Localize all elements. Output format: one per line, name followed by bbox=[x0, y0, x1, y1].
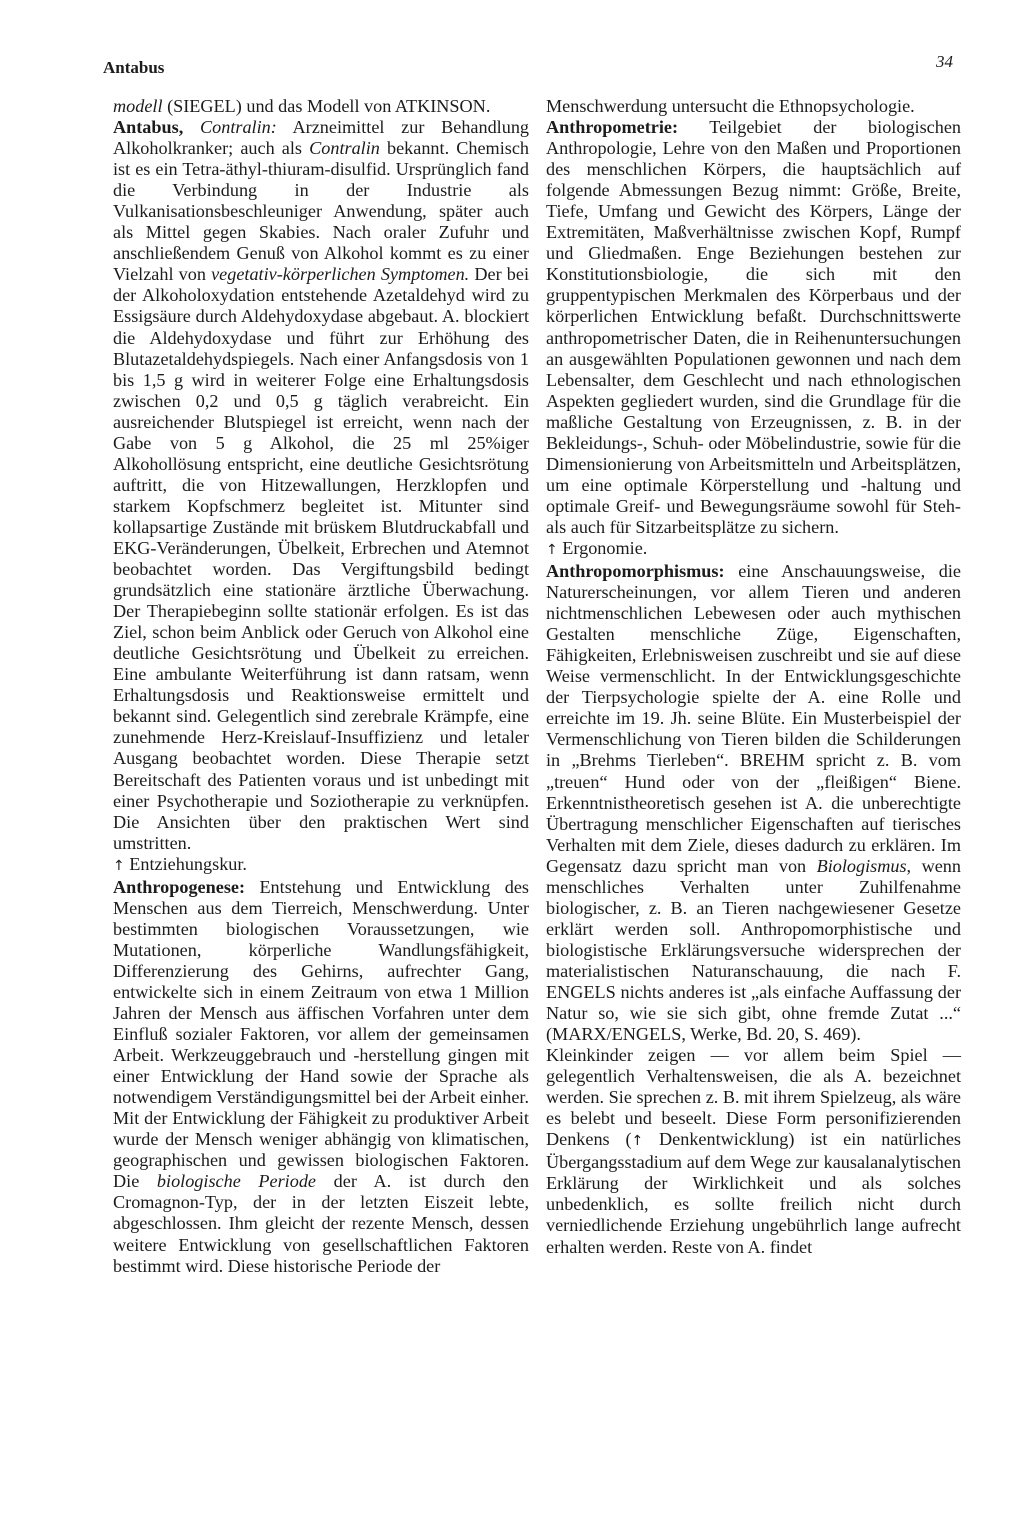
continuation-paragraph bbox=[546, 96, 961, 117]
italic-text: Biologismus, bbox=[816, 855, 912, 876]
running-head: Antabus bbox=[103, 58, 165, 77]
entry-anthropogenese bbox=[113, 877, 529, 1277]
cross-reference bbox=[546, 538, 961, 561]
body-text: Denkentwicklung) ist ein natürliches Übergangsstadium auf dem Wege zur kausalanalytischen Erklärung der Wirklichkeit und als solches unbedenklich, es sollte freilich nicht durch verniedlichende Erziehung ungebührlich lange aufrecht erhalten werden. Reste von A. findet bbox=[546, 1129, 961, 1257]
body-text: (SIEGEL) und das Modell von ATKINSON. bbox=[162, 96, 491, 116]
body-text: Teilgebiet der biologischen Anthropologie, Lehre von den Maßen und Proportionen des menschlichen Körpers, die hauptsächlich auf folgende Abmessungen Bezug nimmt: Größe, Breite, Tiefe, Umfang und Gewicht des Körpers, Länge der Extremitäten, Maßverhältnisse zwischen Kopf, Rumpf und Gliedmaßen. Enge Beziehungen bestehen zur Konstitutionsbiologie, die sich mit den gruppentypischen Merkmalen des Körperbaus und der körperlichen Entwicklung befaßt. Durchschnittswerte anthropometrischer Daten, die in Reihenuntersuchungen an ausgewählten Populationen gewonnen und nach dem Lebensalter, dem Geschlecht und nach ethnologischen Aspekten gegliedert wurden, sind die Grundlage für die maßliche Gestaltung von Erzeugnissen, z. B. in der Bekleidungs-, Schuh- oder Möbelindustrie, sowie für die Dimensionierung von Arbeitsmitteln und Arbeitsplätzen, um eine optimale Körperstellung und -haltung und optimale Greif- und Bewegungsräume sowohl für Steh- als auch für Sitzarbeitsplätze zu sichern. bbox=[546, 117, 961, 537]
right-column bbox=[546, 96, 961, 1258]
arrow-up-icon: ↑ bbox=[113, 857, 125, 874]
paragraph-kleinkinder bbox=[546, 1045, 961, 1257]
body-text: Der bei der Alkoholoxydation entstehende Azetaldehyd wird zu Essigsäure durch Aldehydoxydase abgebaut. A. blockiert die Aldehydoxydase und führt zur Erhöhung des Blutazetaldehydspiegels. Nach einer Anfangsdosis von 1 bis 1,5 g wird in weiterer Folge eine Erhaltungsdosis zwischen 0,2 und 0,5 g täglich verabreicht. Ein ausreichender Blutspiegel ist erreicht, wenn nach der Gabe von 5 g Alkohol, die 25 ml 25%iger Alkohollösung entspricht, eine deutliche Gesichtsrötung auftritt, die von Hitzewallungen, Herzklopfen und starkem Kopfschmerz begleitet ist. Mitunter sind kollapsartige Zustände mit brüskem Blutdruckabfall und EKG-Veränderungen, Übelkeit, Erbrechen und Atemnot beobachtet worden. Das Vergiftungsbild bedingt grundsätzlich eine stationäre ärztliche Überwachung. Der Therapiebeginn sollte stationär erfolgen. Es ist das Ziel, schon beim Anblick oder Geruch von Alkohol eine deutliche Gesichtsrötung und Übelkeit zu erreichen. Eine ambulante Weiterführung ist dann ratsam, wenn Erhaltungsdosis und Reaktionsweise ermittelt und bekannt sind. Gelegentlich sind zerebrale Krämpfe, eine zunehmende Herz-Kreislauf-Insuffizienz und letaler Ausgang beobachtet worden. Diese Therapie setzt Bereitschaft des Patienten voraus und ist unbedingt mit einer Psychotherapie und Soziotherapie zu verknüpfen. Die Ansichten über den praktischen Wert sind umstritten. bbox=[113, 264, 529, 853]
arrow-up-icon: ↑ bbox=[631, 1133, 644, 1150]
continuation-paragraph bbox=[113, 96, 529, 117]
italic-text: modell bbox=[113, 96, 163, 116]
body-text: der A. ist durch den Cromagnon-Typ, der in der letzten Eiszeit lebte, abgeschlossen. Ihm gleicht der rezente Mensch, dessen weitere Entwicklung von gesellschaftlichen Faktoren bestimmt wird. Diese historische Periode der bbox=[113, 1171, 529, 1276]
italic-text: vegetativ-körperlichen Symptomen. bbox=[211, 264, 470, 285]
italic-text: Contralin bbox=[309, 138, 380, 159]
body-text: Entstehung und Entwicklung des Menschen aus dem Tierreich, Menschwerdung. Unter bestimmten biologischen Voraussetzungen, wie Mutationen, körperliche Wandlungsfähigkeit, Differenzierung des Gehirns, aufrechter Gang, entwickelte sich in einem Zeitraum von etwa 1 Million Jahren der Mensch aus äffischen Vorfahren unter dem Einfluß sozialer Faktoren, vor allem der gemeinsamen Arbeit. Werkzeuggebrauch und -herstellung gingen mit einer Entwicklung der Hand sowie der Sprache als notwendigem Verständigungsmittel bei der Arbeit einher. Mit der Entwicklung der Fähigkeit zu produktiver Arbeit wurde der Mensch weniger abhängig von klimatischen, geographischen und gewissen biologischen Faktoren. Die bbox=[113, 876, 529, 1192]
entry-term: Anthropomorphismus: bbox=[546, 561, 725, 582]
cross-reference bbox=[113, 854, 529, 877]
cross-reference-text: Entziehungskur. bbox=[124, 853, 247, 874]
arrow-up-icon: ↑ bbox=[546, 541, 558, 558]
italic-text: Contralin: bbox=[200, 117, 277, 138]
body-text: Arzneimittel zur Behandlung Alkoholkranker; auch als bbox=[113, 117, 530, 159]
body-text: Kleinkinder zeigen — vor allem beim Spiel — gelegentlich Verhaltensweisen, die als A. bezeichnet werden. Sie sprechen z. B. mit ihrem Spielzeug, als wäre es belebt und beseelt. Diese Form personifizierenden Denkens ( bbox=[546, 1045, 961, 1150]
body-text: bekannt. Chemisch ist es ein Tetra-äthyl-thiuram-disulfid. Ursprünglich fand die Verbindung in der Industrie als Vulkanisationsbeschleuniger Anwendung, später auch als Mittel gegen Skabies. Nach oraler Zufuhr und anschließendem Genuß von Alkohol kommt es zu einer Vielzahl von bbox=[113, 138, 529, 285]
cross-reference-text: Ergonomie. bbox=[557, 537, 648, 558]
entry-anthropometrie bbox=[546, 117, 961, 538]
entry-term: Anthropogenese: bbox=[113, 876, 246, 897]
italic-text: biologische Periode bbox=[156, 1171, 316, 1192]
entry-term: Antabus, bbox=[113, 117, 184, 138]
entry-term: Anthropometrie: bbox=[546, 117, 679, 138]
page-number: 34 bbox=[936, 52, 953, 71]
body-text: eine Anschauungsweise, die Naturerscheinungen, vor allem Tieren und anderen nichtmenschlichen Lebewesen oder auch mythischen Gestalten menschliche Züge, Eigenschaften, Fähigkeiten, Erlebnisweisen zuschreibt und sie auf diese Weise vermenschlicht. In der Entwicklungsgeschichte der Tierpsychologie spielte der A. eine Rolle und erreichte im 19. Jh. seine Blüte. Ein Musterbeispiel der Vermenschlichung von Tieren bilden die Schilderungen in „Brehms Tierleben“. BREHM spricht z. B. vom „treuen“ Hund oder von der „fleißigen“ Biene. Erkenntnistheoretisch gesehen ist A. die unberechtigte Übertragung menschlicher Eigenschaften auf tierisches Verhalten mit dem Ziele, dieses dadurch zu erklären. Im Gegensatz dazu spricht man von bbox=[546, 561, 961, 876]
body-text: wenn menschliches Verhalten unter Zuhilfenahme biologischer, z. B. an Tieren nachgewiesener Gesetze erklärt werden soll. Anthropomorphistische und biologistische Erklärungsversuche widersprechen der materialistischen Naturanschauung, die nach F. ENGELS nichts anderes ist „als einfache Auffassung der Natur so, wie sie sich gibt, ohne fremde Zutat ...“ (MARX/ENGELS, Werke, Bd. 20, S. 469). bbox=[546, 855, 961, 1045]
body-text: Menschwerdung untersucht die Ethnopsychologie. bbox=[546, 96, 915, 116]
entry-antabus bbox=[113, 117, 529, 854]
left-column bbox=[113, 96, 529, 1277]
entry-anthropomorphismus bbox=[546, 561, 961, 1045]
